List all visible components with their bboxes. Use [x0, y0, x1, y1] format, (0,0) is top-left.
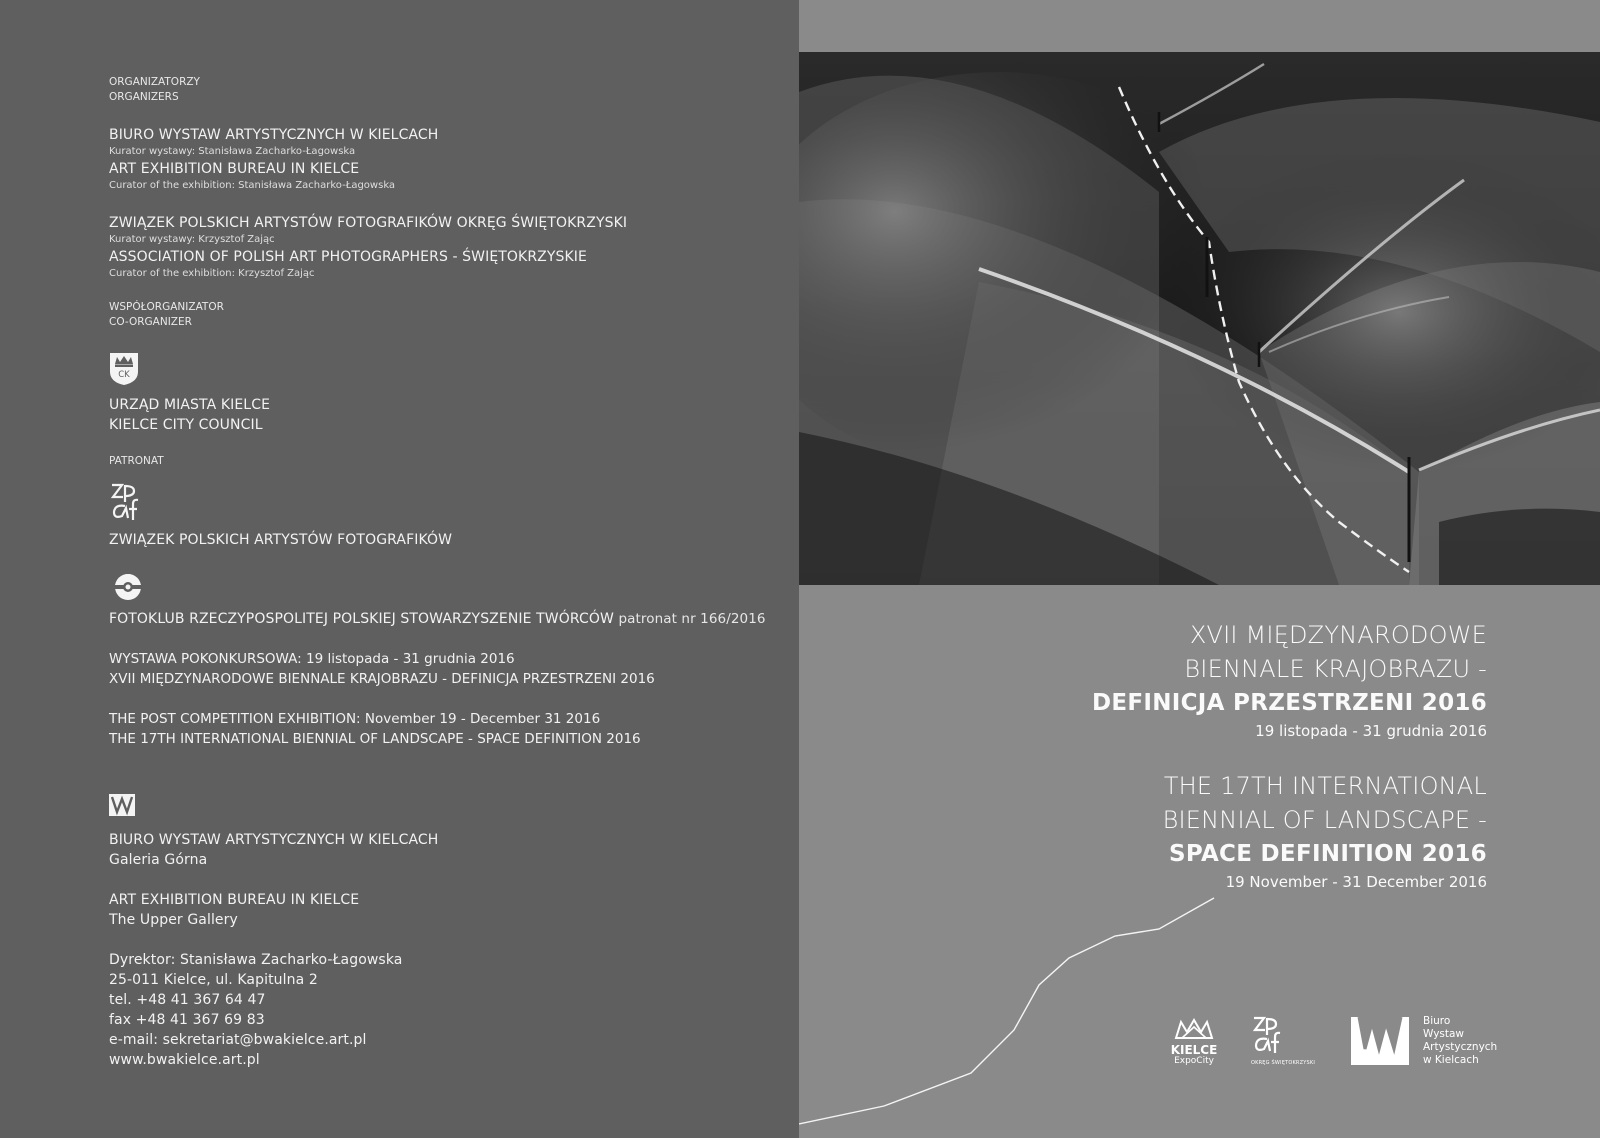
organizer-1-en: ART EXHIBITION BUREAU IN KIELCE: [109, 161, 360, 177]
sprinkler-landscape-photo: [799, 52, 1600, 585]
zpaf-full-name: ZWIĄZEK POLSKICH ARTYSTÓW FOTOGRAFIKÓW: [109, 532, 453, 548]
decorative-line: [799, 880, 1600, 1138]
bwa-small-logo: [109, 794, 135, 820]
website-link[interactable]: www.bwakielce.art.pl: [109, 1052, 260, 1068]
zpaf-okreg-logo: [1251, 1015, 1321, 1066]
city-council-pl: URZĄD MIASTA KIELCE: [109, 397, 271, 413]
exhibition-pl-title: XVII MIĘDZYNARODOWE BIENNALE KRAJOBRAZU - DEFINICJA PRZESTRZENI 2016: [109, 671, 655, 687]
kielce-crest-logo: [109, 352, 139, 390]
patronage-label: PATRONAT: [109, 455, 164, 467]
bwa-logo-line-2: Wystaw: [1423, 1028, 1465, 1041]
zpaf-okreg-text: OKRĘG ŚWIĘTOKRZYSKI: [1251, 1060, 1316, 1066]
bwa-logo-text: [1423, 1015, 1497, 1068]
gallery-en: The Upper Gallery: [109, 912, 238, 928]
crown-icon: [1174, 1018, 1214, 1040]
organizer-2-curator-pl: Kurator wystawy: Krzysztof Zając: [109, 234, 275, 245]
dates-pl: 19 listopada - 31 grudnia 2016: [1255, 722, 1487, 740]
organizer-1-pl: BIURO WYSTAW ARTYSTYCZNYCH W KIELCACH: [109, 127, 439, 143]
title-pl-line-2: BIENNALE KRAJOBRAZU -: [1184, 655, 1487, 683]
expocity-logo-text: ExpoCity: [1174, 1056, 1214, 1066]
organizer-2-curator-en: Curator of the exhibition: Krzysztof Zając: [109, 268, 315, 279]
left-panel: [0, 0, 799, 1138]
organizer-2-en: ASSOCIATION OF POLISH ART PHOTOGRAPHERS - ŚWIĘTOKRZYSKIE: [109, 249, 587, 265]
organizers-label-pl: ORGANIZATORZY: [109, 76, 200, 88]
zpaf-mark-icon: [1251, 1015, 1281, 1055]
frp-name: FOTOKLUB RZECZYPOSPOLITEJ POLSKIEJ STOWARZYSZENIE TWÓRCÓW: [109, 611, 614, 627]
organizers-label-en: ORGANIZERS: [109, 91, 179, 103]
frp-line: [109, 611, 766, 628]
telephone: tel. +48 41 367 64 47: [109, 992, 266, 1008]
kielce-expocity-logo: [1164, 1018, 1224, 1068]
exhibition-en-dates: THE POST COMPETITION EXHIBITION: November 19 - December 31 2016: [109, 711, 601, 727]
bwa-logo-line-3: Artystycznych: [1423, 1041, 1498, 1054]
fax: fax +48 41 367 69 83: [109, 1012, 265, 1028]
ck-logo-text: CK: [118, 370, 130, 380]
email[interactable]: e-mail: sekretariat@bwakielce.art.pl: [109, 1032, 367, 1048]
coorganizer-label-en: CO-ORGANIZER: [109, 316, 192, 328]
title-pl-line-1: XVII MIĘDZYNARODOWE: [1189, 621, 1487, 649]
coorganizer-label-pl: WSPÓŁORGANIZATOR: [109, 301, 224, 313]
bwa-name-en: ART EXHIBITION BUREAU IN KIELCE: [109, 892, 360, 908]
address: 25-011 Kielce, ul. Kapitulna 2: [109, 972, 318, 988]
exhibition-en-title: THE 17TH INTERNATIONAL BIENNIAL OF LANDSCAPE - SPACE DEFINITION 2016: [109, 731, 641, 747]
title-pl-bold: DEFINICJA PRZESTRZENI 2016: [1091, 690, 1487, 716]
organizer-1-curator-en: Curator of the exhibition: Stanisława Zacharko-Łagowska: [109, 180, 396, 191]
kielce-logo-text: KIELCE: [1170, 1043, 1218, 1057]
gallery-pl: Galeria Górna: [109, 852, 208, 868]
organizer-1-curator-pl: Kurator wystawy: Stanisława Zacharko-Łagowska: [109, 146, 356, 157]
right-panel: [799, 0, 1600, 1138]
title-en-line-2: BIENNIAL OF LANDSCAPE -: [1162, 806, 1487, 834]
zpaf-logo: [109, 482, 139, 526]
exhibition-pl-dates: WYSTAWA POKONKURSOWA: 19 listopada - 31 grudnia 2016: [109, 651, 515, 667]
bwa-name-pl: BIURO WYSTAW ARTYSTYCZNYCH W KIELCACH: [109, 832, 439, 848]
dates-en: 19 November - 31 December 2016: [1225, 873, 1487, 891]
title-en-bold: SPACE DEFINITION 2016: [1169, 841, 1487, 867]
bwa-logo-line-1: Biuro: [1423, 1015, 1451, 1027]
bwa-logo-line-4: w Kielcach: [1423, 1054, 1479, 1067]
director: Dyrektor: Stanisława Zacharko-Łagowska: [109, 952, 403, 968]
title-en-line-1: THE 17TH INTERNATIONAL: [1163, 772, 1487, 800]
frp-logo: [109, 572, 147, 606]
city-council-en: KIELCE CITY COUNCIL: [109, 417, 263, 433]
organizer-2-pl: ZWIĄZEK POLSKICH ARTYSTÓW FOTOGRAFIKÓW OKRĘG ŚWIĘTOKRZYSKI: [109, 215, 628, 231]
frp-patronage: patronat nr 166/2016: [618, 611, 766, 627]
bwa-mark-icon: [1349, 1015, 1411, 1067]
